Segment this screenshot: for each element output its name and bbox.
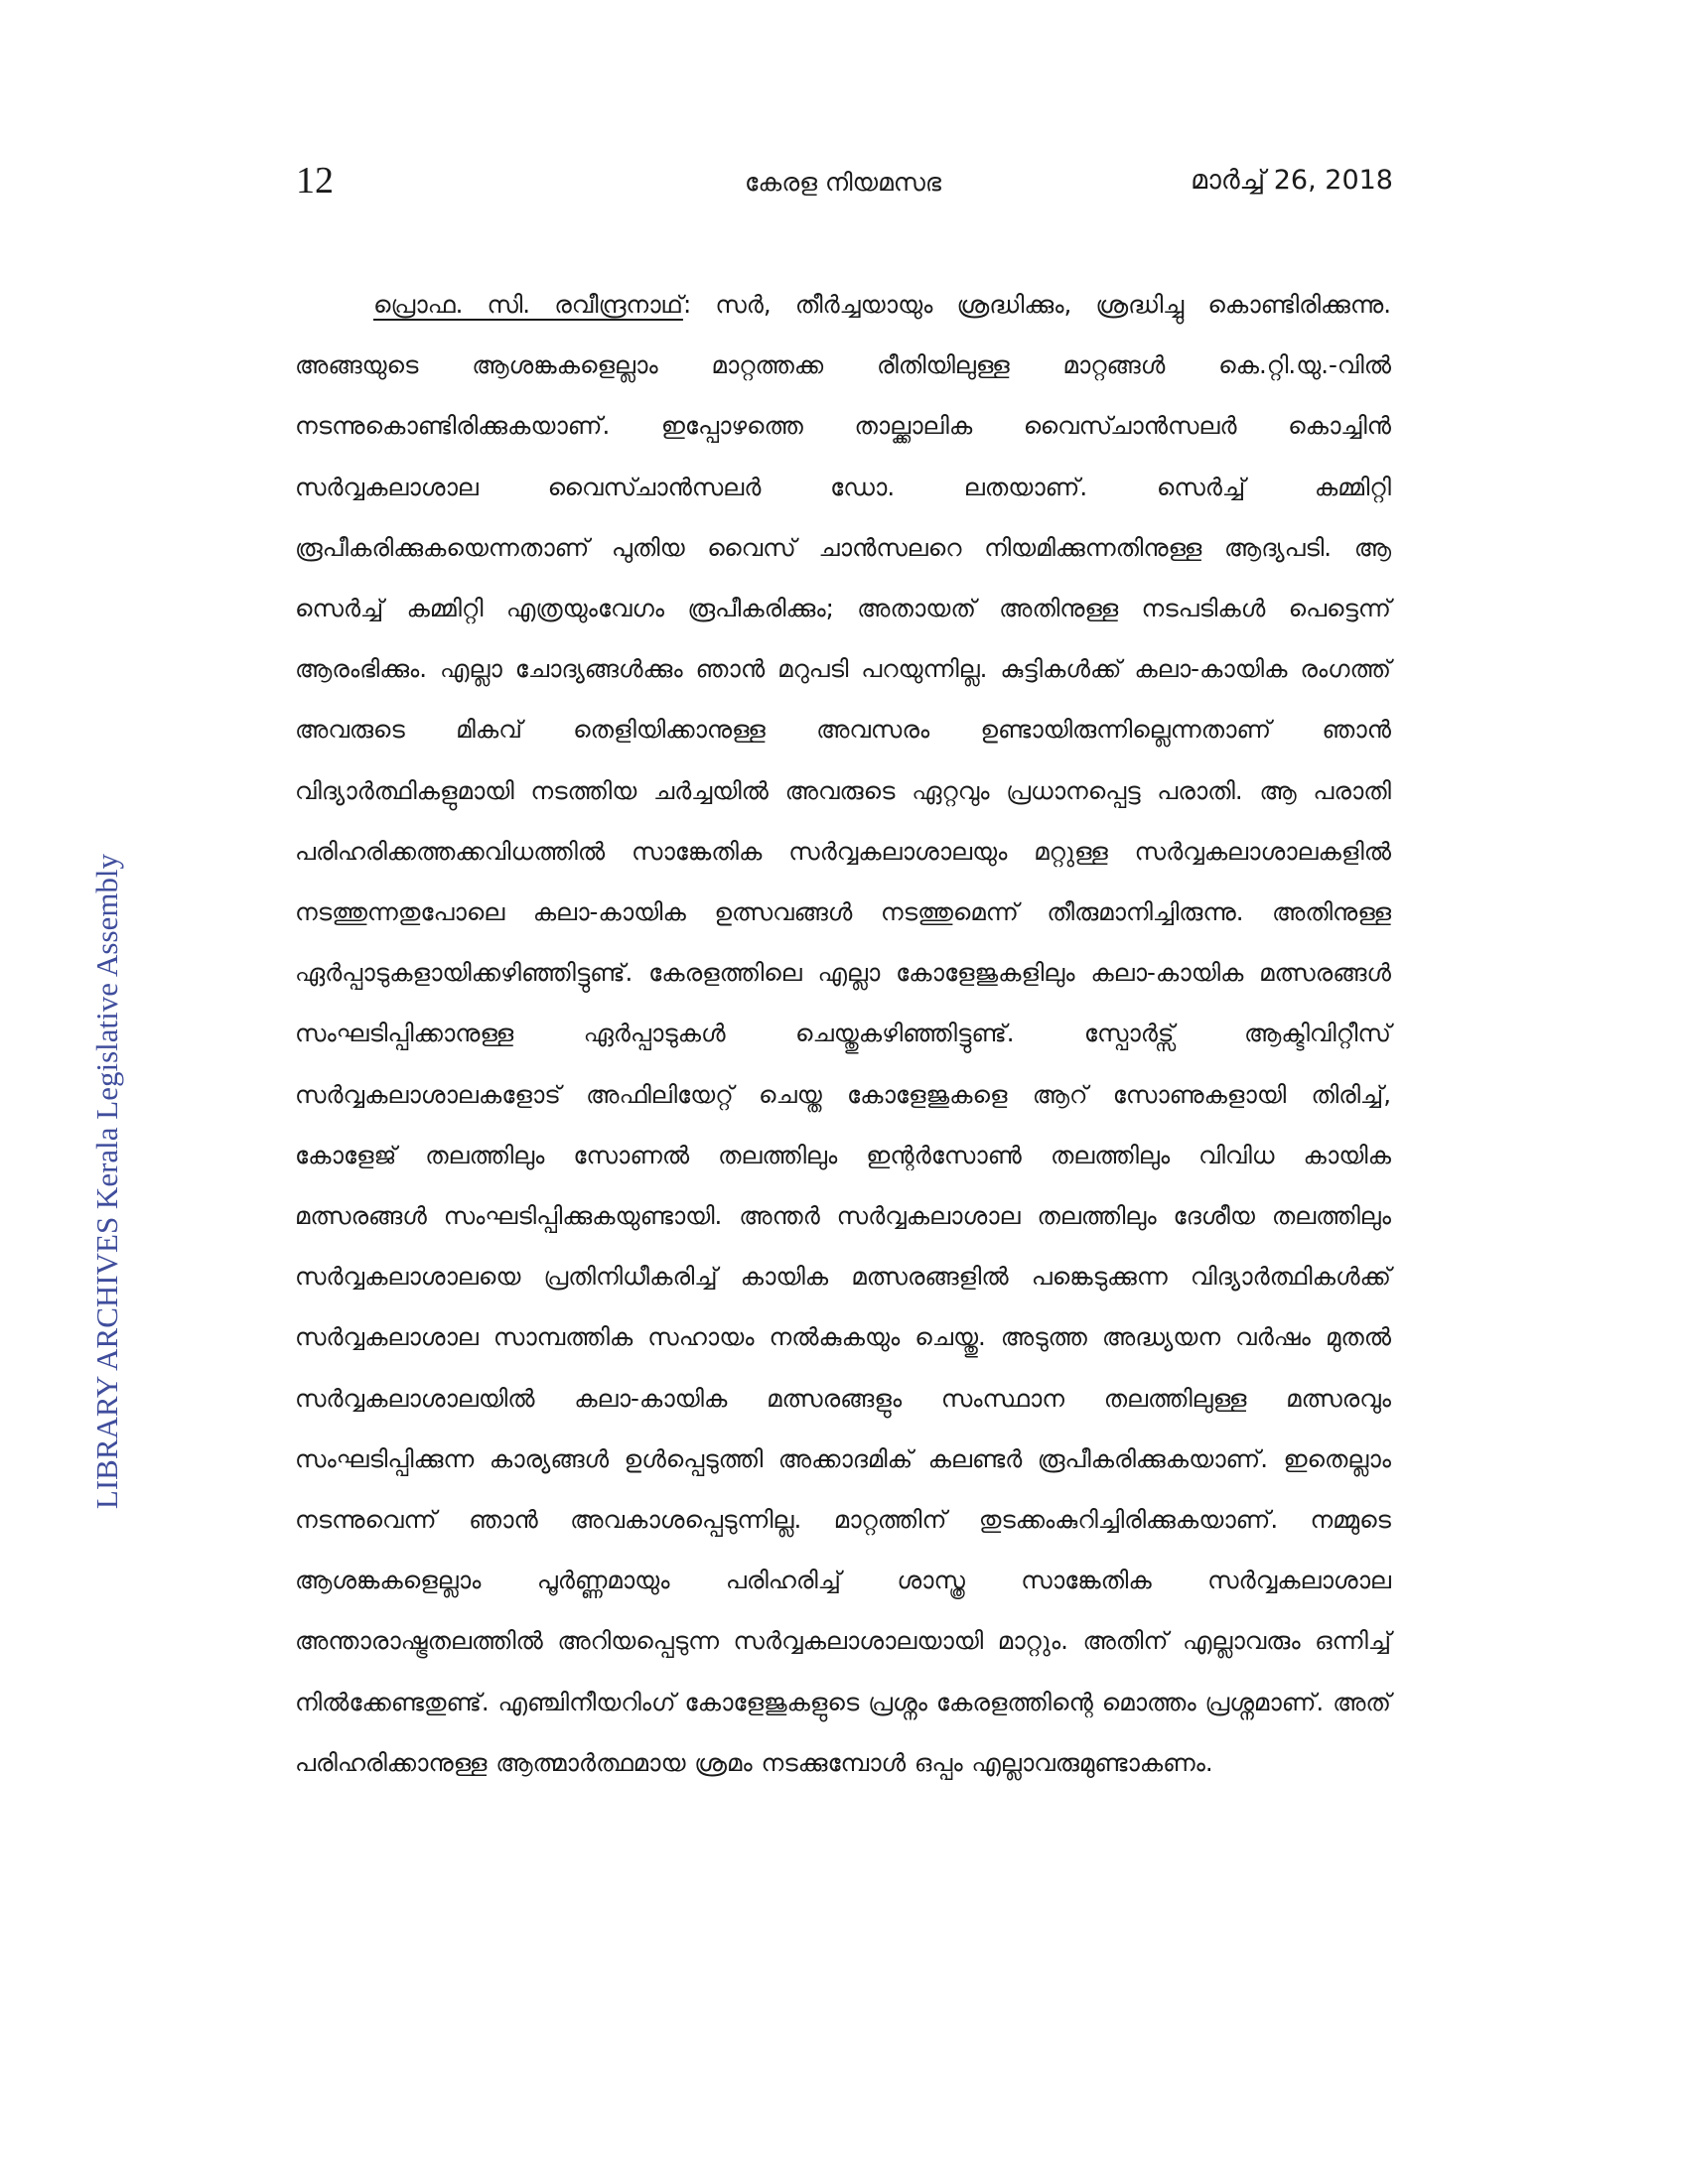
speech-paragraph: [295, 274, 1391, 1793]
running-title: കേരള നിയമസഭ: [745, 168, 941, 197]
speaker-name: പ്രൊഫ. സി. രവീന്ദ്രനാഥ്: [373, 290, 683, 319]
archive-watermark: LIBRARY ARCHIVES Kerala Legislative Assembly: [89, 853, 124, 1510]
page-number: 12: [296, 160, 334, 202]
running-date: മാർച്ച് 26, 2018: [1191, 165, 1393, 196]
speech-text: : സർ, തീർച്ചയായും ശ്രദ്ധിക്കും, ശ്രദ്ധിച്ചു കൊണ്ടിരിക്കുന്നു. അങ്ങയുടെ ആശങ്കകളെല്ലാം മാറ്റത്തക്ക രീതിയിലുള്ള മാറ്റങ്ങൾ കെ.റ്റി.യു.-വിൽ നടന്നുകൊണ്ടിരിക്കുകയാണ്. ഇപ്പോഴത്തെ താല്ക്കാലിക വൈസ്ചാൻസലർ കൊച്ചിൻ സർവ്വകലാശാല വൈസ്ചാൻസലർ ഡോ. ലതയാണ്. സെർച്ച് കമ്മിറ്റി രൂപീകരിക്കുകയെന്നതാണ് പുതിയ വൈസ് ചാൻസലറെ നിയമിക്കുന്നതിനുള്ള ആദ്യപടി. ആ സെർച്ച് കമ്മിറ്റി എത്രയുംവേഗം രൂപീകരിക്കും; അതായത് അതിനുള്ള നടപടികൾ പെട്ടെന്ന് ആരംഭിക്കും. എല്ലാ ചോദ്യങ്ങൾക്കും ഞാൻ മറുപടി പറയുന്നില്ല. കുട്ടികൾക്ക് കലാ-കായിക രംഗത്ത് അവരുടെ മികവ് തെളിയിക്കാനുള്ള അവസരം ഉണ്ടായിരുന്നില്ലെന്നതാണ് ഞാൻ വിദ്യാർത്ഥികളുമായി നടത്തിയ ചർച്ചയിൽ അവരുടെ ഏറ്റവും പ്രധാനപ്പെട്ട പരാതി. ആ പരാതി പരിഹരിക്കത്തക്കവിധത്തിൽ സാങ്കേതിക സർവ്വകലാശാലയും മറ്റുള്ള സർവ്വകലാശാലകളിൽ നടത്തുന്നതുപോലെ കലാ-കായിക ഉത്സവങ്ങൾ നടത്തുമെന്ന് തീരുമാനിച്ചിരുന്നു. അതിനുള്ള ഏർപ്പാടുകളായിക്കഴിഞ്ഞിട്ടുണ്ട്. കേരളത്തിലെ എല്ലാ കോളേജുകളിലും കലാ-കായിക മത്സരങ്ങൾ സംഘടിപ്പിക്കാനുള്ള ഏർപ്പാടുകൾ ചെയ്തുകഴിഞ്ഞിട്ടുണ്ട്. സ്പോർട്സ് ആക്ടിവിറ്റീസ് സർവ്വകലാശാലകളോട് അഫിലിയേറ്റ് ചെയ്ത കോളേജുകളെ ആറ് സോണുകളായി തിരിച്ച്, കോളേജ് തലത്തിലും സോണൽ തലത്തിലും ഇന്റർസോൺ തലത്തിലും വിവിധ കായിക മത്സരങ്ങൾ സംഘടിപ്പിക്കുകയുണ്ടായി. അന്തർ സർവ്വകലാശാല തലത്തിലും ദേശീയ തലത്തിലും സർവ്വകലാശാലയെ പ്രതിനിധീകരിച്ച് കായിക മത്സരങ്ങളിൽ പങ്കെടുക്കുന്ന വിദ്യാർത്ഥികൾക്ക് സർവ്വകലാശാല സാമ്പത്തിക സഹായം നൽകുകയും ചെയ്തു. അടുത്ത അദ്ധ്യയന വർഷം മുതൽ സർവ്വകലാശാലയിൽ കലാ-കായിക മത്സരങ്ങളും സംസ്ഥാന തലത്തിലുള്ള മത്സരവും സംഘടിപ്പിക്കുന്ന കാര്യങ്ങൾ ഉൾപ്പെടുത്തി അക്കാദമിക് കലണ്ടർ രൂപീകരിക്കുകയാണ്. ഇതെല്ലാം നടന്നുവെന്ന് ഞാൻ അവകാശപ്പെടുന്നില്ല. മാറ്റത്തിന് തുടക്കംകുറിച്ചിരിക്കുകയാണ്. നമ്മുടെ ആശങ്കകളെല്ലാം പൂർണ്ണമായും പരിഹരിച്ച് ശാസ്ത്ര സാങ്കേതിക സർവ്വകലാശാല അന്താരാഷ്ട്രതലത്തിൽ അറിയപ്പെടുന്ന സർവ്വകലാശാലയായി മാറ്റും. അതിന് എല്ലാവരും ഒന്നിച്ച് നിൽക്കേണ്ടതുണ്ട്. എഞ്ചിനീയറിംഗ് കോളേജുകളുടെ പ്രശ്നം കേരളത്തിന്റെ മൊത്തം പ്രശ്നമാണ്. അത് പരിഹരിക്കാനുള്ള ആത്മാർത്ഥമായ ശ്രമം നടക്കുമ്പോൾ ഒപ്പം എല്ലാവരുമുണ്ടാകണം.: [295, 290, 1391, 1777]
